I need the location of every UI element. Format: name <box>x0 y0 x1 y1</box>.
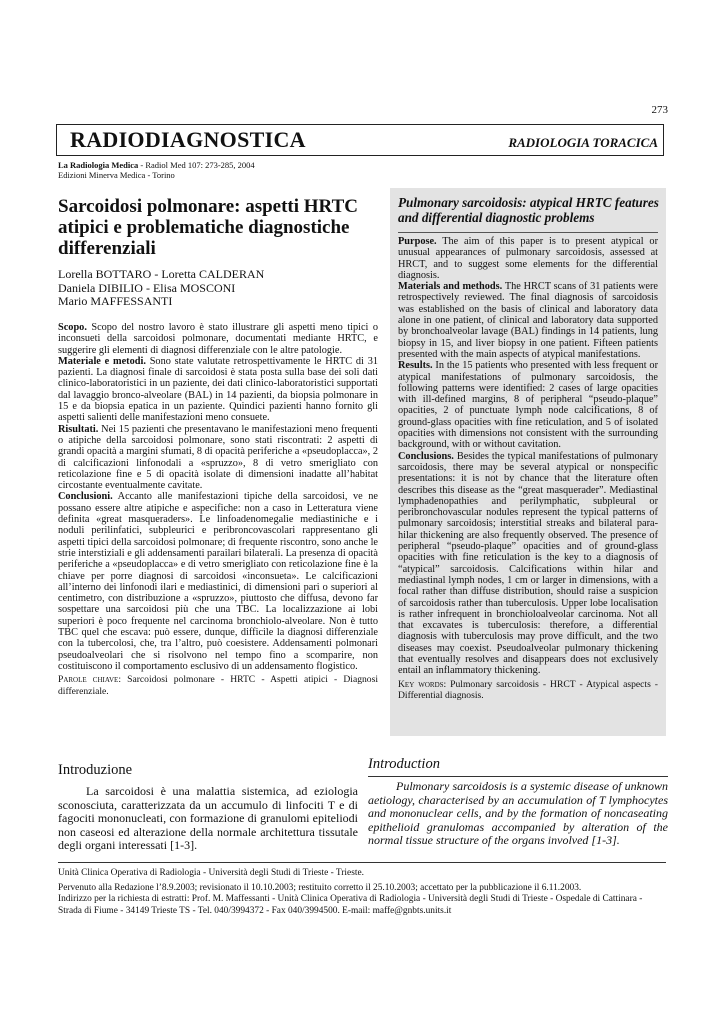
section-text: Accanto alle manifestazioni tipiche della sarcoidosi, ve ne possano essere altre atipiche e aspecifiche: non a caso in Letteratura viene definita «great masqueraders». Le linfoadenomegalie mediastiniche e i noduli perilinfatici, subpleurici e peribroncovascolari rappresentano gli aspetti tipici della sarcoidosi polmonare; di frequente riscontro, sono anche le strie interstiziali e gli addensamenti parailari bilaterali. La presenza di opacità periferiche a «pseudoplacca» e di vetro smerigliato con reticolazione fine è la chiave per porre diagnosi di sarcoidosi «inconsueta». Le calcificazioni all’interno dei linfonodi ilari e mediastinici, di dimensioni pari o superiori al centimetro, con distribuzione a «spruzzo», piuttosto che diffusa, devono far sospettare una sarcoidosi più che una TBC. La localizzazione ai lobi superiori è poco frequente nel carcinoma bronchiolo-alveolare. Non è tutto TBC quel che escava: può essere, dunque, difficile la diagnosi differenziale con la tubercolosi, che, tra l’altro, può coesistere. Addensamenti polmonari pseudoalveolari che si risolvono nel tempo fino a scomparire, non costituiscono il comportamento esclusivo di un addensamento flogistico. <box>58 491 378 672</box>
journal-citation: - Radiol Med 107: 273-285, 2004 <box>138 160 255 170</box>
journal-name: La Radiologia Medica <box>58 160 139 170</box>
section-label: Results. <box>398 360 433 372</box>
author-line: Mario MAFFESSANTI <box>58 294 173 308</box>
footer-affiliation: Unità Clinica Operativa di Radiologia - Università degli Studi di Trieste - Trieste. <box>58 868 364 878</box>
header-title: RADIODIAGNOSTICA <box>70 127 306 152</box>
abstract-it-risultati <box>58 424 378 492</box>
keywords-label: Parole chiave: <box>58 674 121 686</box>
section-text: The HRCT scans of 31 patients were retrospectively reviewed. The final diagnosis of sarcoidosis was established on the basis of clinical and laboratory data alone in one patient, of clinical and laboratory data supported by bronchoalveolar lavage (BAL) findings in 14 patients, lung biopsy in 15, and liver biopsy in one patient. Fifteen patients presented with the main aspects of atypical manifestations. <box>398 281 658 360</box>
abstract-it-materiale <box>58 356 378 424</box>
article-title-it: Sarcoidosi polmonare: aspetti HRTC atipici e problematiche diagnostiche differenziali <box>58 196 359 259</box>
section-label: Conclusioni. <box>58 491 113 503</box>
keywords-en <box>398 679 658 702</box>
abstract-it-scopo <box>58 322 378 356</box>
intro-en-text: Pulmonary sarcoidosis is a systemic disease of unknown aetiology, characterised by an accumulation of T lymphocytes and mononuclear cells, and by the formation of noncaseating epithelioid granulomas accompanied by alteration of the normal tissue structure of the organs involved [1-3]. <box>368 779 668 847</box>
page-number: 273 <box>651 104 668 116</box>
author-line: Daniela DIBILIO - Elisa MOSCONI <box>58 280 236 295</box>
section-text: Scopo del nostro lavoro è stato illustrare gli aspetti meno tipici o inconsueti della sarcoidosi polmonare, documentati mediante HRTC, e suggerire gli elementi di diagnosi differenziale con le altre patologie. <box>58 322 378 356</box>
divider <box>368 776 668 777</box>
author-list <box>58 268 358 309</box>
article-title-en: Pulmonary sarcoidosis: atypical HRTC features and differential diagnostic problems <box>398 195 659 225</box>
section-text: Sono state valutate retrospettivamente le HRTC di 31 pazienti. La diagnosi finale di sarcoidosi è stata posta sulla base dei soli dati clinico-laboratoristici in un paziente, dei dati clinico-laboratoristici supportati dal lavaggio bronco-alveolare (BAL) in 14 pazienti, da biopsia polmonare in 15 e da biopsia epatica in un paziente. Quindici pazienti hanno fornito gli aspetti salienti delle manifestazioni meno consuete. <box>58 355 378 424</box>
abstract-en-purpose <box>398 236 658 281</box>
intro-en-heading: Introduction <box>368 756 440 772</box>
keywords-label: Key words: <box>398 678 447 690</box>
intro-it-heading: Introduzione <box>58 762 133 778</box>
journal-publisher: Edizioni Minerva Medica - Torino <box>58 170 175 180</box>
journal-info <box>58 160 255 180</box>
section-label: Materiale e metodi. <box>58 355 146 367</box>
section-label: Risultati. <box>58 423 99 435</box>
intro-it-text: La sarcoidosi è una malattia sistemica, ad eziologia sconosciuta, caratterizzata da un accumulo di linfociti T e di fagociti mononucleati, con formazione di granulomi epiteliodi non caseosi ed alterazione della normale architettura tissutale degli organi interessati [1-3]. <box>58 784 358 852</box>
footer-divider <box>58 862 666 863</box>
footer-correspondence: Indirizzo per la richiesta di estratti: Prof. M. Maffessanti - Unità Clinica Operativa di Radiologia - Università degli Studi di Trieste - Ospedale di Cattinara - Strada di Fiume - 34149 Trieste TS - Tel. 040/3994372 - Fax 040/3994500. E-mail: maffe@gnbts.units.it <box>58 894 643 916</box>
keywords-text: Sarcoidosi polmonare - HRTC - Aspetti atipici - Diagnosi differenziale. <box>58 674 378 697</box>
section-text: The aim of this paper is to present atypical or unusual appearances of pulmonary sarcoidosis, assessed at HRCT, and to suggest some elements for the differential diagnosis. <box>398 236 658 281</box>
abstract-italian <box>58 322 378 697</box>
header-section: RADIOLOGIA TORACICA <box>508 135 658 150</box>
section-label: Conclusions. <box>398 450 454 462</box>
abstract-it-conclusioni <box>58 491 378 672</box>
abstract-en-materials <box>398 281 658 360</box>
section-text: Besides the typical manifestations of pulmonary sarcoidosis, there may be several atypical or nonspecific presentations: it is not by chance that the literature often describes this disease as the “great masquerader”. Mediastinal lymphadenopathies and perilymphatic, subpleural or peribronchovascular nodules represent the typical patterns of pulmonary sarcoidosis; interstitial streaks and bilateral para-hilar thickening are also frequently observed. The presence of peripheral “pseudo-plaque” opacities and of ground-glass opacities with fine reticulation is the key to a diagnosis of “atypical” sarcoidosis. Calcifications within hilar and mediastinal lymph nodes, 1 cm or larger in dimensions, with a focal rather than diffuse distribution, should raise a suspicion of sarcoidosis rather than tuberculosis. Upper lobe localisation is rather infrequent in bronchioloalveolar carcinoma. Not all that excavates is tuberculosis: therefore, a differential diagnosis with tuberculosis may prove difficult, and the two diseases may coexist. Pseudoalveolar pulmonary thickening that eventually resolves and disappears does not exclusively entail an inflammatory thickening. <box>398 450 658 677</box>
abstract-english <box>398 236 658 701</box>
footer <box>58 868 668 917</box>
keywords-text: Pulmonary sarcoidosis - HRCT - Atypical aspects - Differential diagnosis. <box>398 678 658 701</box>
section-text: Nei 15 pazienti che presentavano le manifestazioni meno frequenti o atipiche della sarcoidosi polmonare, sono stati riscontrati: 2 aspetti di grandi opacità a margini sfumati, 8 di opacità periferiche a «pseudoplacca», 2 di calcificazioni linfonodali a «spruzzo», 8 di vetro smerigliato con reticolazione fine e 5 di opacità isolate di dimensioni inadatte all’habitat circostante eventualmente cavitate. <box>58 423 378 492</box>
section-label: Materials and methods. <box>398 281 503 293</box>
section-label: Purpose. <box>398 236 437 247</box>
section-text: In the 15 patients who presented with less frequent or atypical manifestations of pulmonary sarcoidosis, the following patterns were identified: 2 cases of large opacities with ill-defined margins, 8 of peripheral “pseudo-plaque” opacities, 2 of punctuate lymph node calcifications, 8 of ground-glass opacities with fine reticulation, and 5 of isolated opacities with dimensions not consistent with the surrounding background, with or without cavitation. <box>398 360 658 451</box>
section-label: Scopo. <box>58 322 87 333</box>
author-line: Lorella BOTTARO - Loretta CALDERAN <box>58 267 265 281</box>
footer-dates: Pervenuto alla Redazione l’8.9.2003; revisionato il 10.10.2003; restituito corretto il 25.10.2003; accettato per la pubblicazione il 6.11.2003. <box>58 882 582 893</box>
keywords-it <box>58 674 378 697</box>
abstract-en-results <box>398 360 658 450</box>
divider <box>398 232 658 233</box>
abstract-en-conclusions <box>398 451 658 677</box>
